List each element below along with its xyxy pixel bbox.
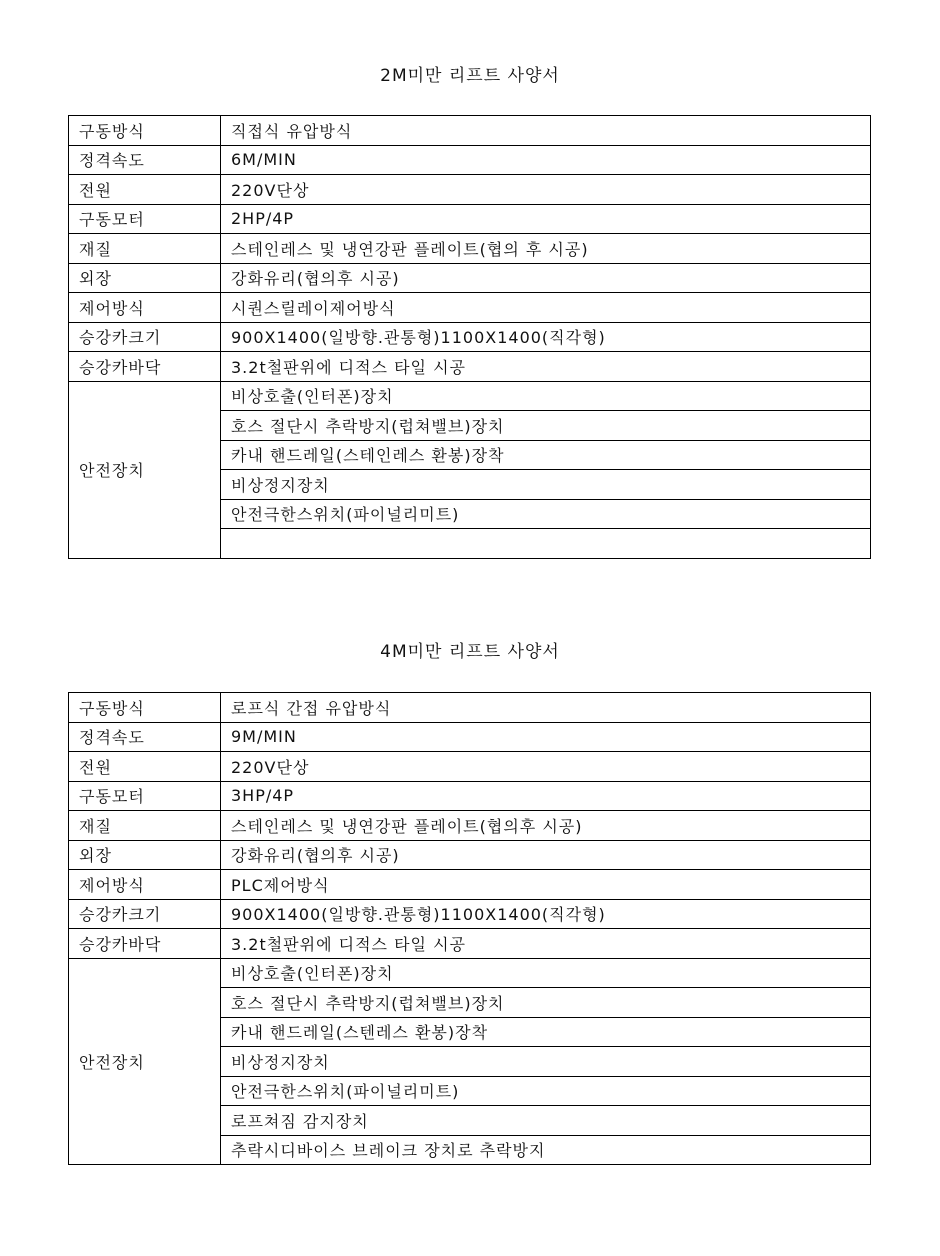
row-value: 900X1400(일방향.관통형)1100X1400(직각형) [221,899,871,929]
row-label: 구동방식 [69,116,221,146]
row-value: 3.2t철판위에 디적스 타일 시공 [221,929,871,959]
spec-title-2m: 2M미만 리프트 사양서 [380,66,560,86]
row-label: 구동모터 [69,204,221,234]
safety-item: 호스 절단시 추락방지(럽쳐밸브)장치 [221,988,871,1018]
row-label: 외장 [69,840,221,870]
row-label: 재질 [69,811,221,841]
row-value: 2HP/4P [221,204,871,234]
table-row [69,293,871,323]
row-label: 전원 [69,175,221,205]
table-row [69,145,871,175]
spec-title-4m: 4M미만 리프트 사양서 [380,642,560,662]
safety-item: 로프쳐짐 감지장치 [221,1106,871,1136]
row-value: 강화유리(협의후 시공) [221,263,871,293]
row-label: 정격속도 [69,145,221,175]
safety-item: 카내 핸드레일(스테인레스 환봉)장착 [221,440,871,470]
row-label: 승강카바닥 [69,929,221,959]
table-row [69,352,871,382]
row-value: 직접식 유압방식 [221,116,871,146]
row-label: 전원 [69,752,221,782]
table-row [69,263,871,293]
table-row [69,722,871,752]
safety-item: 추락시디바이스 브레이크 장치로 추락방지 [221,1135,871,1165]
safety-item: 비상호출(인터폰)장치 [221,958,871,988]
table-row [69,870,871,900]
safety-label: 안전장치 [69,958,221,1165]
row-value: 시퀀스릴레이제어방식 [221,293,871,323]
row-value: 6M/MIN [221,145,871,175]
row-value: 9M/MIN [221,722,871,752]
safety-item: 비상정지장치 [221,470,871,500]
row-label: 정격속도 [69,722,221,752]
table-row [69,929,871,959]
table-row [69,899,871,929]
table-row [69,116,871,146]
spec-table-2m [68,115,871,559]
table-row [69,175,871,205]
row-label: 승강카크기 [69,322,221,352]
safety-item: 비상정지장치 [221,1047,871,1077]
table-row [69,958,871,988]
safety-item [221,529,871,559]
table-row [69,234,871,264]
row-label: 승강카크기 [69,899,221,929]
table-row [69,840,871,870]
safety-item: 호스 절단시 추락방지(럽쳐밸브)장치 [221,411,871,441]
safety-item: 안전극한스위치(파이널리미트) [221,499,871,529]
table-row [69,381,871,411]
row-value: 로프식 간접 유압방식 [221,693,871,723]
safety-item: 비상호출(인터폰)장치 [221,381,871,411]
table-row [69,204,871,234]
row-value: 220V단상 [221,752,871,782]
safety-item: 카내 핸드레일(스텐레스 환봉)장착 [221,1017,871,1047]
row-value: 900X1400(일방향.관통형)1100X1400(직각형) [221,322,871,352]
table-row [69,752,871,782]
table-row [69,781,871,811]
row-value: 3.2t철판위에 디적스 타일 시공 [221,352,871,382]
row-label: 구동모터 [69,781,221,811]
row-label: 제어방식 [69,870,221,900]
row-value: 220V단상 [221,175,871,205]
table-row [69,693,871,723]
row-value: 3HP/4P [221,781,871,811]
row-label: 외장 [69,263,221,293]
spec-table-4m [68,692,871,1165]
row-label: 제어방식 [69,293,221,323]
row-label: 구동방식 [69,693,221,723]
row-value: 스테인레스 및 냉연강판 플레이트(협의 후 시공) [221,234,871,264]
table-row [69,811,871,841]
row-value: 강화유리(협의후 시공) [221,840,871,870]
row-value: 스테인레스 및 냉연강판 플레이트(협의후 시공) [221,811,871,841]
safety-item: 안전극한스위치(파이널리미트) [221,1076,871,1106]
row-label: 승강카바닥 [69,352,221,382]
row-value: PLC제어방식 [221,870,871,900]
row-label: 재질 [69,234,221,264]
safety-label: 안전장치 [69,381,221,558]
table-row [69,322,871,352]
